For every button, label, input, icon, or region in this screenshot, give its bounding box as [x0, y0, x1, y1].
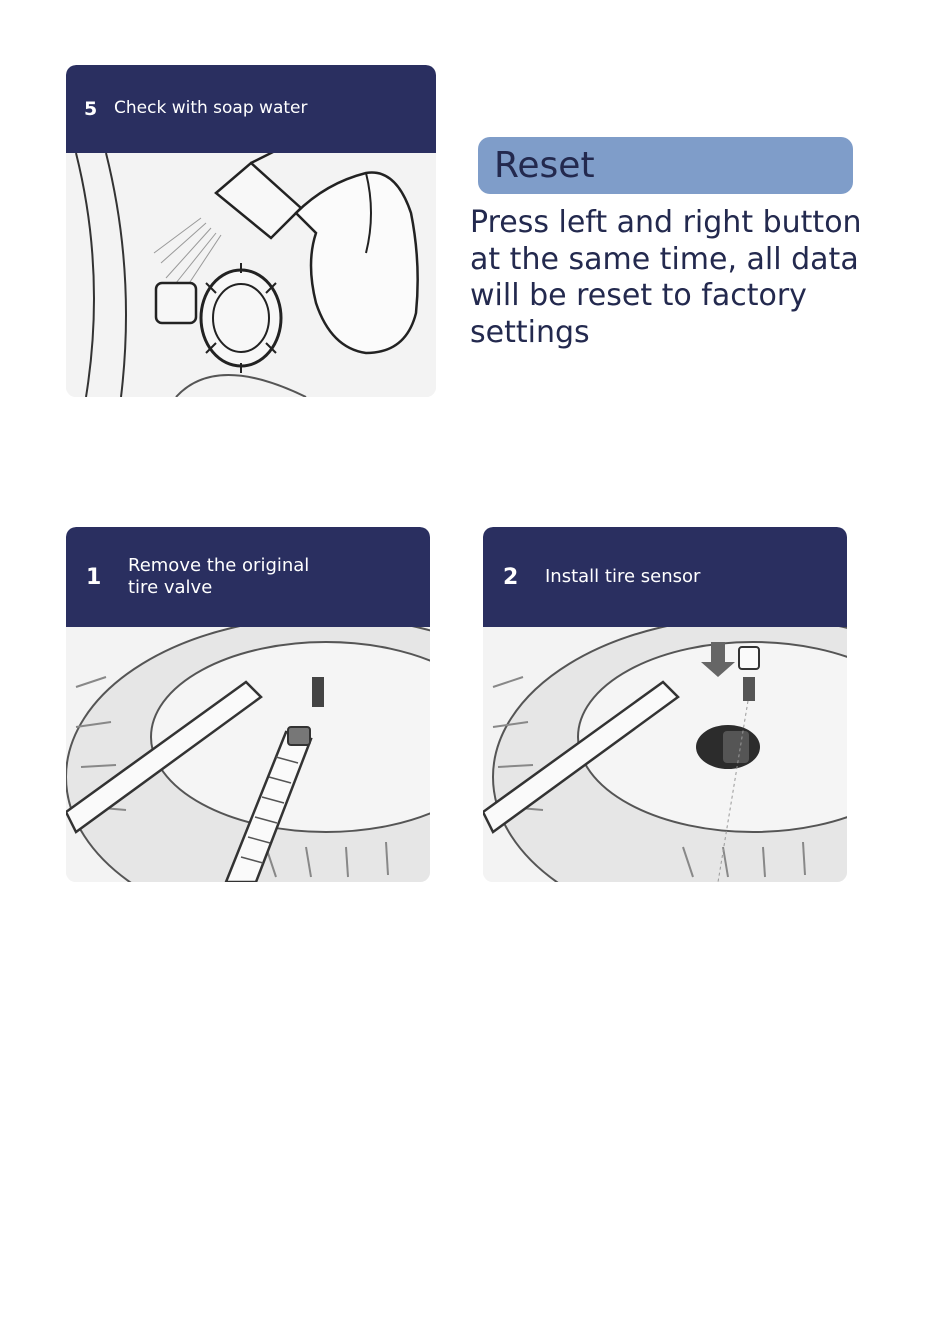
step-card-check-soap-water — [66, 65, 436, 397]
step-card-remove-valve — [66, 527, 430, 882]
step-header — [66, 527, 430, 627]
step-header — [66, 65, 436, 153]
install-sensor-illustration — [483, 627, 847, 882]
reset-description: Press left and right button at the same time, all data will be reset to factory settings — [470, 205, 862, 350]
step-number: 1 — [86, 564, 102, 590]
step-title: Check with soap water — [114, 98, 308, 119]
soap-water-illustration — [66, 153, 436, 397]
step-title: Install tire sensor — [545, 565, 701, 587]
remove-valve-illustration — [66, 627, 430, 882]
step-number: 5 — [84, 98, 98, 120]
step-number: 2 — [503, 564, 519, 590]
reset-heading: Reset — [478, 137, 853, 194]
step-title: Remove the original tire valve — [128, 554, 310, 598]
step-header — [483, 527, 847, 627]
step-card-install-sensor — [483, 527, 847, 882]
